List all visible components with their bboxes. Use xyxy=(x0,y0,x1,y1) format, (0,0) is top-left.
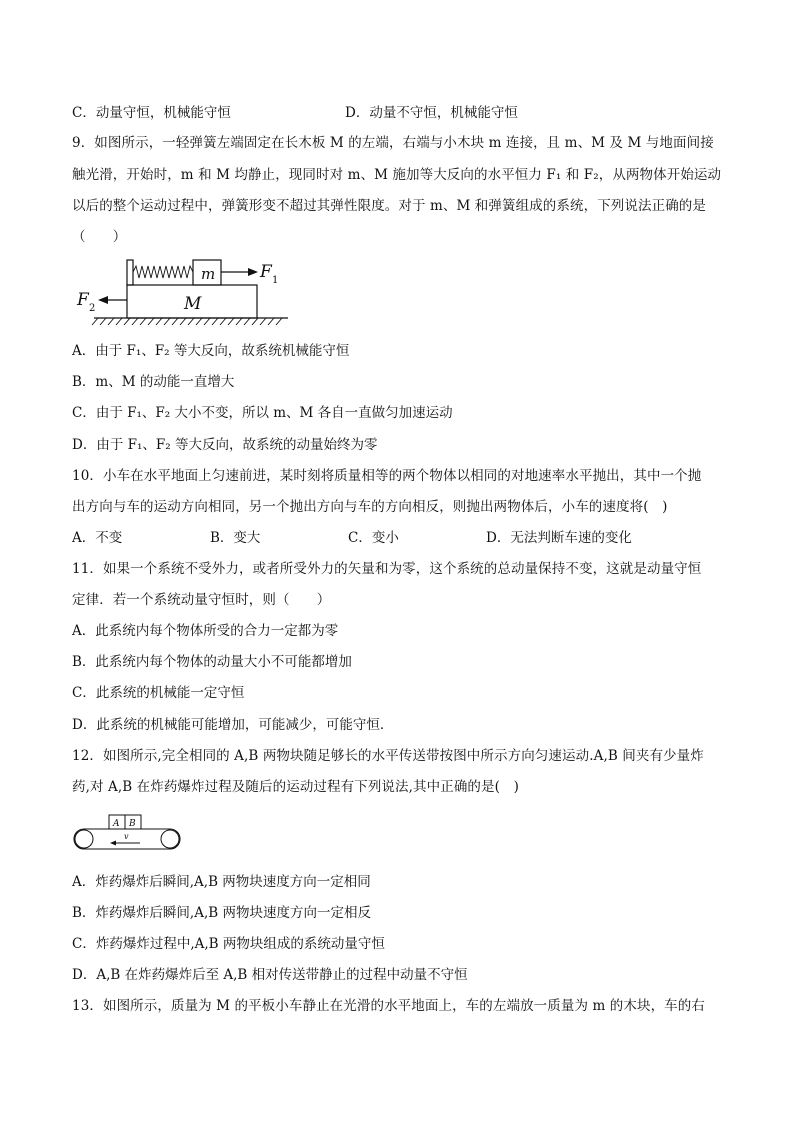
q11-option-d: D．此系统的机械能可能增加，可能减少，可能守恒． xyxy=(72,717,394,733)
label-b: B xyxy=(129,819,136,829)
q12-option-d: D．A,B 在炸药爆炸后至 A,B 相对传送带静止的过程中动量不守恒 xyxy=(72,967,468,983)
q8-option-d: D．动量不守恒，机械能守恒 xyxy=(345,105,518,121)
q9-stem-line-2: 触光滑，开始时，m 和 M 均静止，现同时对 m、M 施加等大反向的水平恒力 F₁ 和 F₂，从两物体开始运动 xyxy=(72,167,722,183)
label-f1: F xyxy=(260,262,272,282)
q11-stem-line-1: 11．如果一个系统不受外力，或者所受外力的矢量和为零，这个系统的总动量保持不变，这就是动量守恒 xyxy=(72,561,702,577)
q10-option-b: B．变大 xyxy=(210,530,261,546)
q12-conveyor-belt-figure xyxy=(72,810,184,854)
q9-stem-line-3: 以后的整个运动过程中，弹簧形变不超过其弹性限度。对于 m、M 和弹簧组成的系统，下列说法正确的是 xyxy=(72,198,707,214)
label-v: v xyxy=(124,832,129,841)
q12-option-a: A．炸药爆炸后瞬间,A,B 两物块速度方向一定相同 xyxy=(72,874,371,890)
label-f2-subscript: 2 xyxy=(89,303,96,314)
q13-stem-line-1: 13．如图所示，质量为 M 的平板小车静止在光滑的水平地面上，车的左端放一质量为 m 的木块，车的右 xyxy=(72,998,705,1014)
q11-option-b: B．此系统内每个物体的动量大小不可能都增加 xyxy=(72,654,352,670)
q11-option-c: C．此系统的机械能一定守恒 xyxy=(72,685,245,701)
q9-stem-line-4: （ ） xyxy=(72,229,127,245)
q11-option-a: A．此系统内每个物体所受的合力一定都为零 xyxy=(72,623,339,639)
label-M: M xyxy=(184,294,202,314)
q9-option-c: C．由于 F₁、F₂ 大小不变，所以 m、M 各自一直做匀加速运动 xyxy=(72,405,453,421)
label-f1-subscript: 1 xyxy=(272,275,279,286)
label-a: A xyxy=(113,819,120,829)
q11-stem-line-2: 定律．若一个系统动量守恒时，则（ ） xyxy=(72,592,331,608)
q12-option-b: B．炸药爆炸后瞬间,A,B 两物块速度方向一定相反 xyxy=(72,905,371,921)
q8-option-c: C．动量守恒，机械能守恒 xyxy=(72,105,231,121)
label-f2: F xyxy=(77,290,89,310)
q12-option-c: C．炸药爆炸过程中,A,B 两物块组成的系统动量守恒 xyxy=(72,936,385,952)
q10-option-d: D．无法判断车速的变化 xyxy=(486,530,632,546)
q10-stem-line-2: 出方向与车的运动方向相同，另一个抛出方向与车的方向相反，则抛出两物体后，小车的速度将( ) xyxy=(72,499,668,515)
q10-stem-line-1: 10．小车在水平地面上匀速前进，某时刻将质量相等的两个物体以相同的对地速率水平抛出，其中一个抛 xyxy=(72,468,702,484)
label-m: m xyxy=(201,265,216,283)
q12-stem-line-1: 12．如图所示,完全相同的 A,B 两物块随足够长的水平传送带按图中所示方向匀速运动.A,B 间夹有少量炸 xyxy=(72,748,704,764)
q9-option-a: A．由于 F₁、F₂ 等大反向，故系统机械能守恒 xyxy=(72,343,350,359)
q9-option-b: B．m、M 的动能一直增大 xyxy=(72,374,235,390)
q10-option-a: A．不变 xyxy=(72,530,123,546)
q9-spring-block-figure xyxy=(72,255,296,327)
q10-option-c: C．变小 xyxy=(348,530,399,546)
q9-stem-line-1: 9．如图所示，一轻弹簧左端固定在长木板 M 的左端，右端与小木块 m 连接，且 m、M 及 M 与地面间接 xyxy=(72,135,714,151)
q12-stem-line-2: 药,对 A,B 在炸药爆炸过程及随后的运动过程有下列说法,其中正确的是( ) xyxy=(72,779,519,795)
q9-option-d: D．由于 F₁、F₂ 等大反向，故系统的动量始终为零 xyxy=(72,437,378,453)
